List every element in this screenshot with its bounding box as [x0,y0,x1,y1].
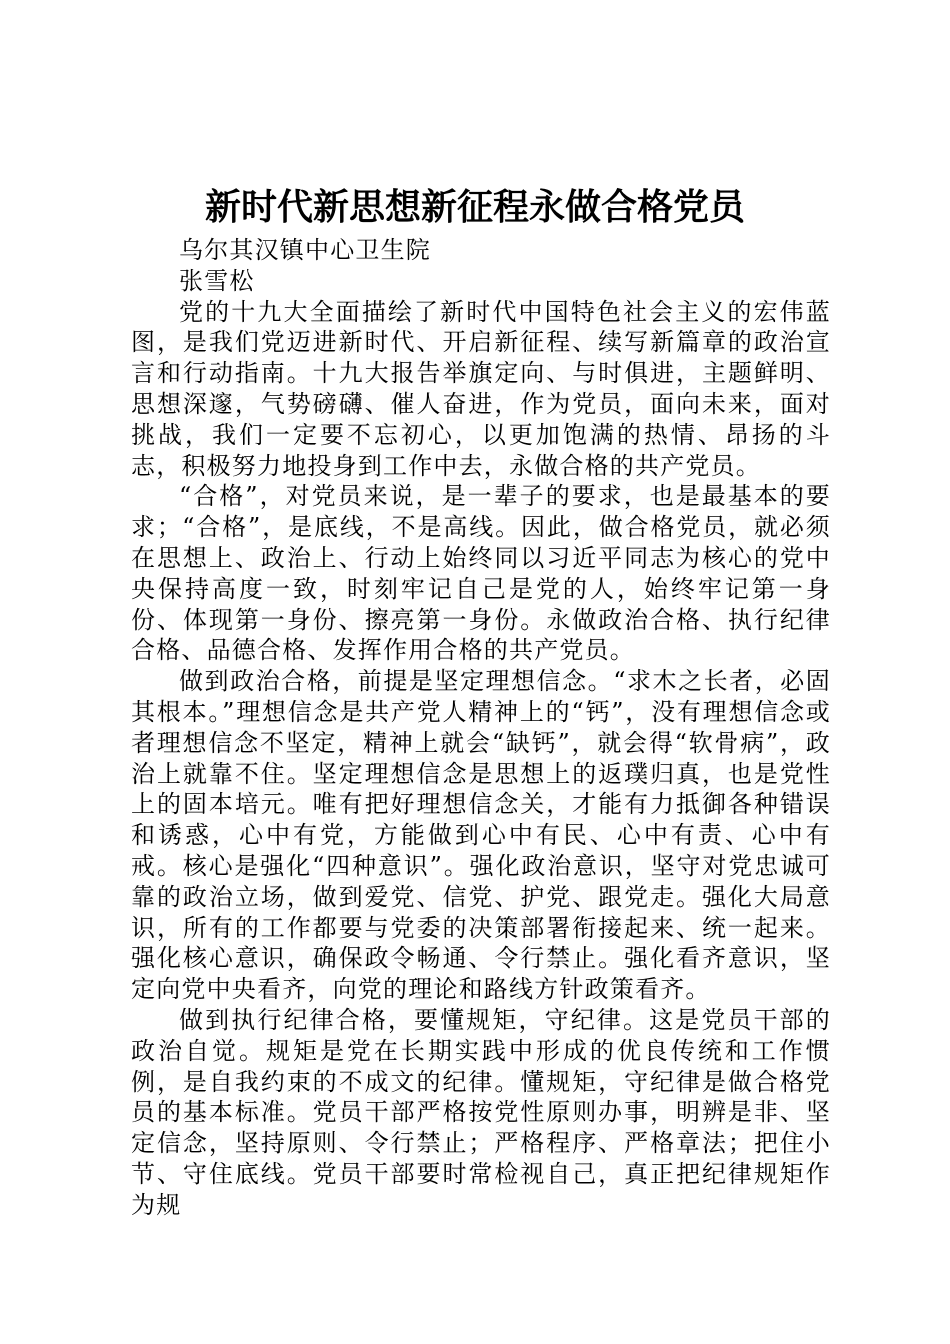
paragraph: 做到政治合格，前提是坚定理想信念。“求木之长者，必固其根本。”理想信念是共产党人精神上的“钙”，没有理想信念或者理想信念不坚定，精神上就会“缺钙”，就会得“软骨病”，政治上就靠不住。坚定理想信念是思想上的返璞归真，也是党性上的固本培元。唯有把好理想信念关，才能有力抵御各种错误和诱惑，心中有党，方能做到心中有民、心中有责、心中有戒。核心是强化“四种意识”。强化政治意识，坚守对党忠诚可靠的政治立场，做到爱党、信党、护党、跟党走。强化大局意识，所有的工作都要与党委的决策部署衔接起来、统一起来。强化核心意识，确保政令畅通、令行禁止。强化看齐意识，坚定向党中央看齐，向党的理论和路线方针政策看齐。 [131,667,831,1004]
author-name: 张雪松 [179,266,255,295]
paragraph: “合格”，对党员来说，是一辈子的要求，也是最基本的要求；“合格”，是底线，不是高线。因此，做合格党员，就必须在思想上、政治上、行动上始终同以习近平同志为核心的党中央保持高度一致，时刻牢记自己是党的人，始终牢记第一身份、体现第一身份、擦亮第一身份。永做政治合格、执行纪律合格、品德合格、发挥作用合格的共产党员。 [131,482,831,665]
document-body [131,235,831,1221]
paragraph: 党的十九大全面描绘了新时代中国特色社会主义的宏伟蓝图，是我们党迈进新时代、开启新征程、续写新篇章的政治宣言和行动指南。十九大报告举旗定向、与时俱进，主题鲜明、思想深邃，气势磅礴、催人奋进，作为党员，面向未来，面对挑战，我们一定要不忘初心，以更加饱满的热情、昂扬的斗志，积极努力地投身到工作中去，永做合格的共产党员。 [131,297,831,480]
document-title: 新时代新思想新征程永做合格党员 [204,187,745,228]
paragraph: 做到执行纪律合格，要懂规矩，守纪律。这是党员干部的政治自觉。规矩是党在长期实践中形成的优良传统和工作惯例，是自我约束的不成文的纪律。懂规矩，守纪律是做合格党员的基本标准。党员干部严格按党性原则办事，明辨是非、坚定信念，坚持原则、令行禁止；严格程序、严格章法；把住小节、守住底线。党员干部要时常检视自己，真正把纪律规矩作为规 [131,1005,831,1219]
author-organization: 乌尔其汉镇中心卫生院 [179,236,431,264]
